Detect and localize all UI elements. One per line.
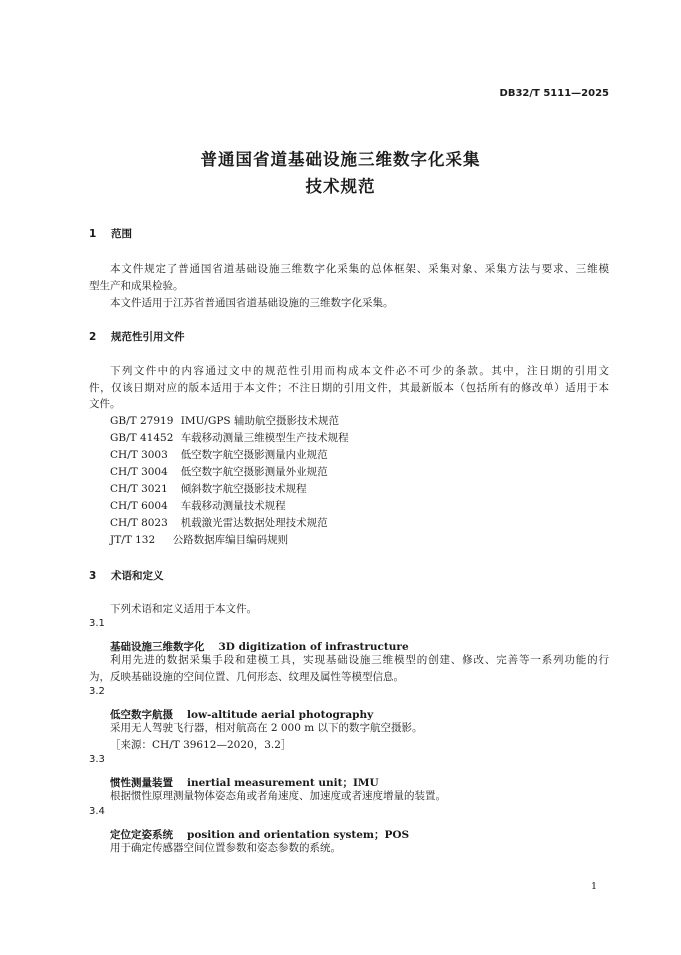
term-definition-line1: 采用无人驾驶飞行器，相对航高在 2 000 m 以下的数字航空摄影。 bbox=[110, 722, 423, 734]
section-heading-normative: 2 规范性引用文件 bbox=[89, 331, 185, 343]
reference-item: CH/T 6004 车载移动测量技术规程 bbox=[110, 500, 286, 512]
reference-item: GB/T 41452 车载移动测量三维模型生产技术规程 bbox=[110, 432, 349, 444]
term-definition-line1: 用于确定传感器空间位置参数和姿态参数的系统。 bbox=[110, 842, 341, 854]
page-number: 1 bbox=[590, 881, 597, 892]
normative-intro-line1: 下列文件中的内容通过文中的规范性引用而构成本文件必不可少的条款。其中，注日期的引用文 bbox=[110, 365, 609, 377]
scope-paragraph-2: 本文件适用于江苏省普通国省道基础设施的三维数字化采集。 bbox=[110, 297, 394, 309]
reference-item: CH/T 3021 倾斜数字航空摄影技术规程 bbox=[110, 483, 307, 495]
term-definition-line1: 利用先进的数据采集手段和建模工具，实现基础设施三维模型的创建、修改、完善等一系列功能的行 bbox=[110, 654, 609, 666]
term-definition-line1: 根据惯性原理测量物体姿态角或者角速度、加速度或者速度增量的装置。 bbox=[110, 790, 446, 802]
document-title-line1: 普通国省道基础设施三维数字化采集 bbox=[200, 150, 481, 169]
term-source: ［来源：CH/T 39612—2020，3.2］ bbox=[110, 739, 292, 751]
section-heading-scope: 1 范围 bbox=[89, 228, 132, 240]
scope-paragraph-line2: 型生产和成果检验。 bbox=[89, 280, 184, 292]
term-heading: 定位定姿系统 position and orientation system；POS bbox=[110, 829, 410, 841]
reference-item: GB/T 27919 IMU/GPS 辅助航空摄影技术规范 bbox=[110, 415, 339, 427]
term-heading: 惯性测量装置 inertial measurement unit；IMU bbox=[110, 777, 379, 789]
term-definition-line2: 为，反映基础设施的空间位置、几何形态、纹理及属性等模型信息。 bbox=[89, 671, 404, 683]
term-number: 3.1 bbox=[89, 618, 105, 629]
normative-intro-line3: 文件。 bbox=[89, 398, 121, 410]
term-heading: 低空数字航摄 low-altitude aerial photography bbox=[110, 709, 374, 721]
term-number: 3.2 bbox=[89, 686, 105, 697]
section-heading-terms: 3 术语和定义 bbox=[89, 570, 164, 582]
document-code: DB32/T 5111—2025 bbox=[499, 88, 609, 99]
term-heading: 基础设施三维数字化 3D digitization of infrastructure bbox=[110, 641, 409, 653]
document-title-line2: 技术规范 bbox=[305, 177, 376, 196]
term-number: 3.3 bbox=[89, 754, 105, 765]
reference-item: CH/T 3004 低空数字航空摄影测量外业规范 bbox=[110, 466, 328, 478]
reference-item: JT/T 132 公路数据库编目编码规则 bbox=[110, 534, 289, 546]
reference-item: CH/T 3003 低空数字航空摄影测量内业规范 bbox=[110, 449, 328, 461]
reference-item: CH/T 8023 机载激光雷达数据处理技术规范 bbox=[110, 517, 328, 529]
terms-intro: 下列术语和定义适用于本文件。 bbox=[110, 603, 257, 615]
normative-intro-line2: 件，仅该日期对应的版本适用于本文件；不注日期的引用文件，其最新版本（包括所有的修改单）适用于本 bbox=[89, 382, 609, 394]
scope-paragraph-line1: 本文件规定了普通国省道基础设施三维数字化采集的总体框架、采集对象、采集方法与要求、三维模 bbox=[110, 263, 609, 275]
term-number: 3.4 bbox=[89, 806, 105, 817]
